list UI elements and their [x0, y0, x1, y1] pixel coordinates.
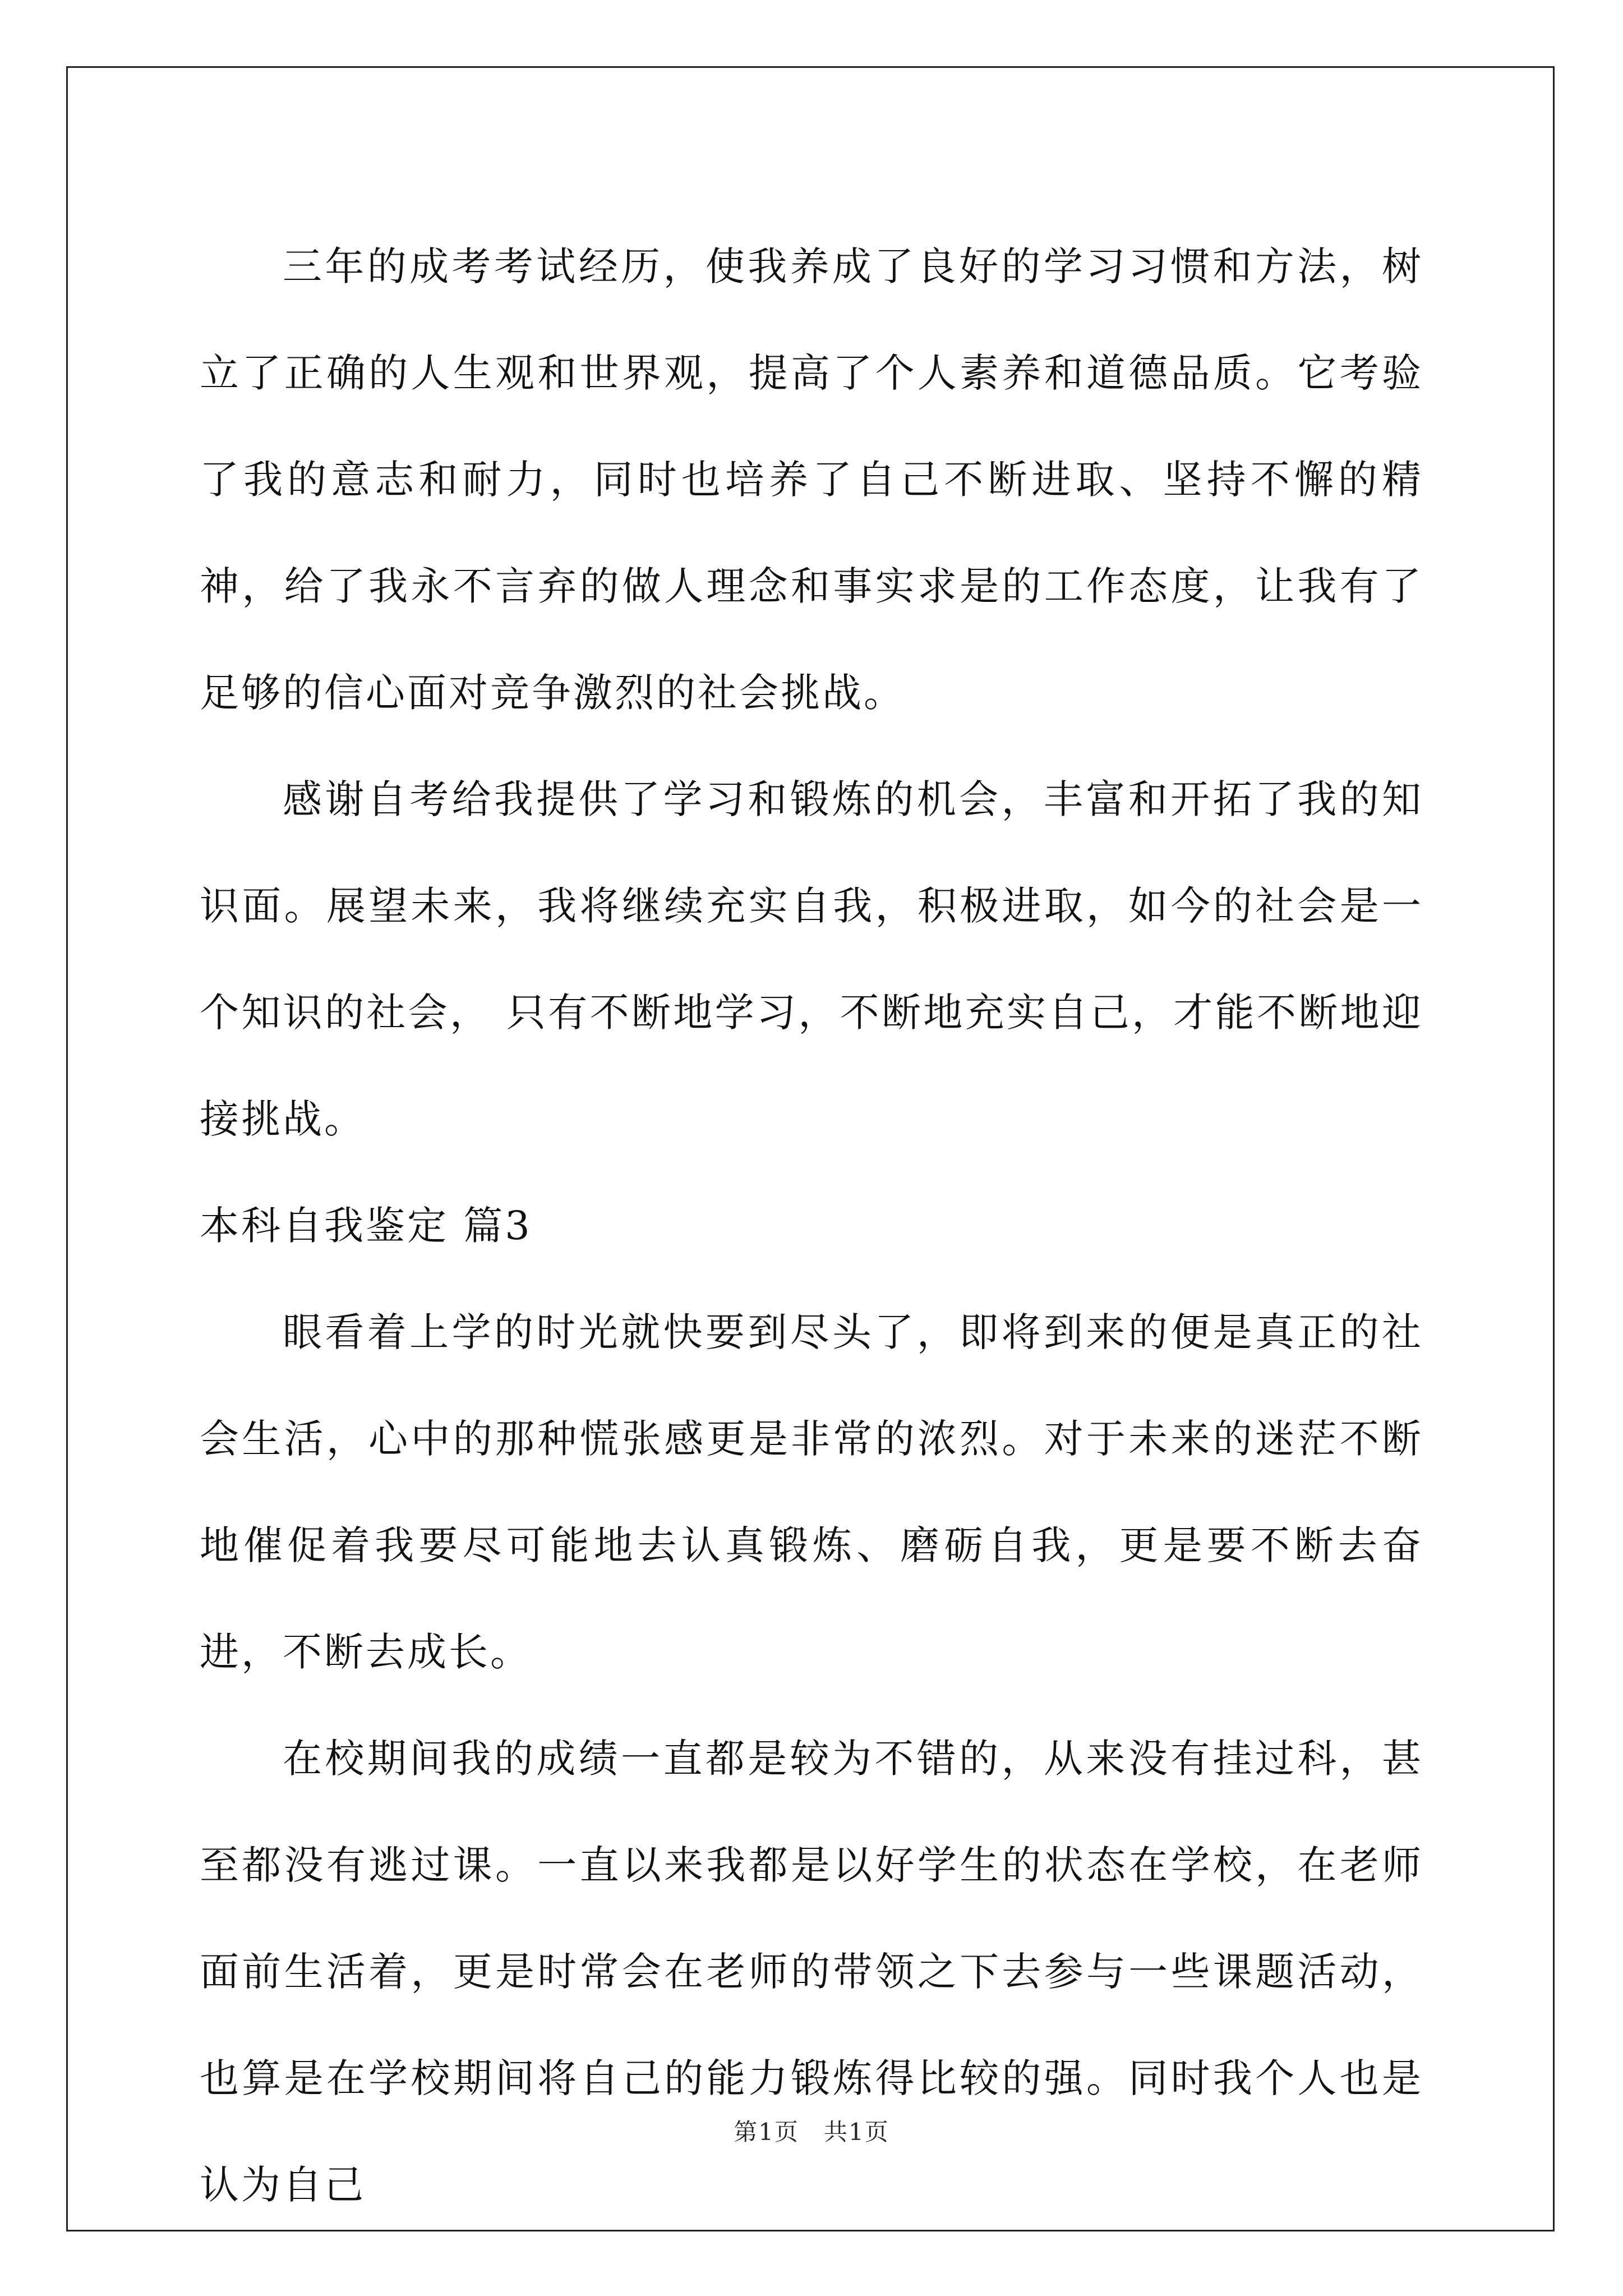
page-footer: 第1页 共1页: [734, 2118, 889, 2146]
paragraph-1: 三年的成考考试经历，使我养成了良好的学习习惯和方法，树立了正确的人生观和世界观，提高了个人素养和道德品质。它考验了我的意志和耐力，同时也培养了自己不断进取、坚持不懈的精神，给了我永不言弃的做人理念和事实求是的工作态度，让我有了足够的信心面对竞争激烈的社会挑战。: [200, 243, 1423, 716]
paragraph-3: 眼看着上学的时光就快要到尽头了，即将到来的便是真正的社会生活，心中的那种慌张感更是非常的浓烈。对于未来的迷茫不断地催促着我要尽可能地去认真锻炼、磨砺自我，更是要不断去奋进，不断去成长。: [200, 1309, 1423, 1675]
section-heading: 本科自我鉴定 篇3: [200, 1203, 532, 1249]
document-body: [200, 213, 1423, 2238]
paragraph-2: 感谢自考给我提供了学习和锻炼的机会，丰富和开拓了我的知识面。展望未来，我将继续充实自我，积极进取，如今的社会是一个知识的社会， 只有不断地学习，不断地充实自己，才能不断地迎接挑战。: [200, 776, 1423, 1142]
paragraph-4: 在校期间我的成绩一直都是较为不错的，从来没有挂过科，甚至都没有逃过课。一直以来我都是以好学生的状态在学校，在老师面前生活着，更是时常会在老师的带领之下去参与一些课题活动，也算是在学校期间将自己的能力锻炼得比较的强。同时我个人也是认为自己: [200, 1736, 1423, 2208]
